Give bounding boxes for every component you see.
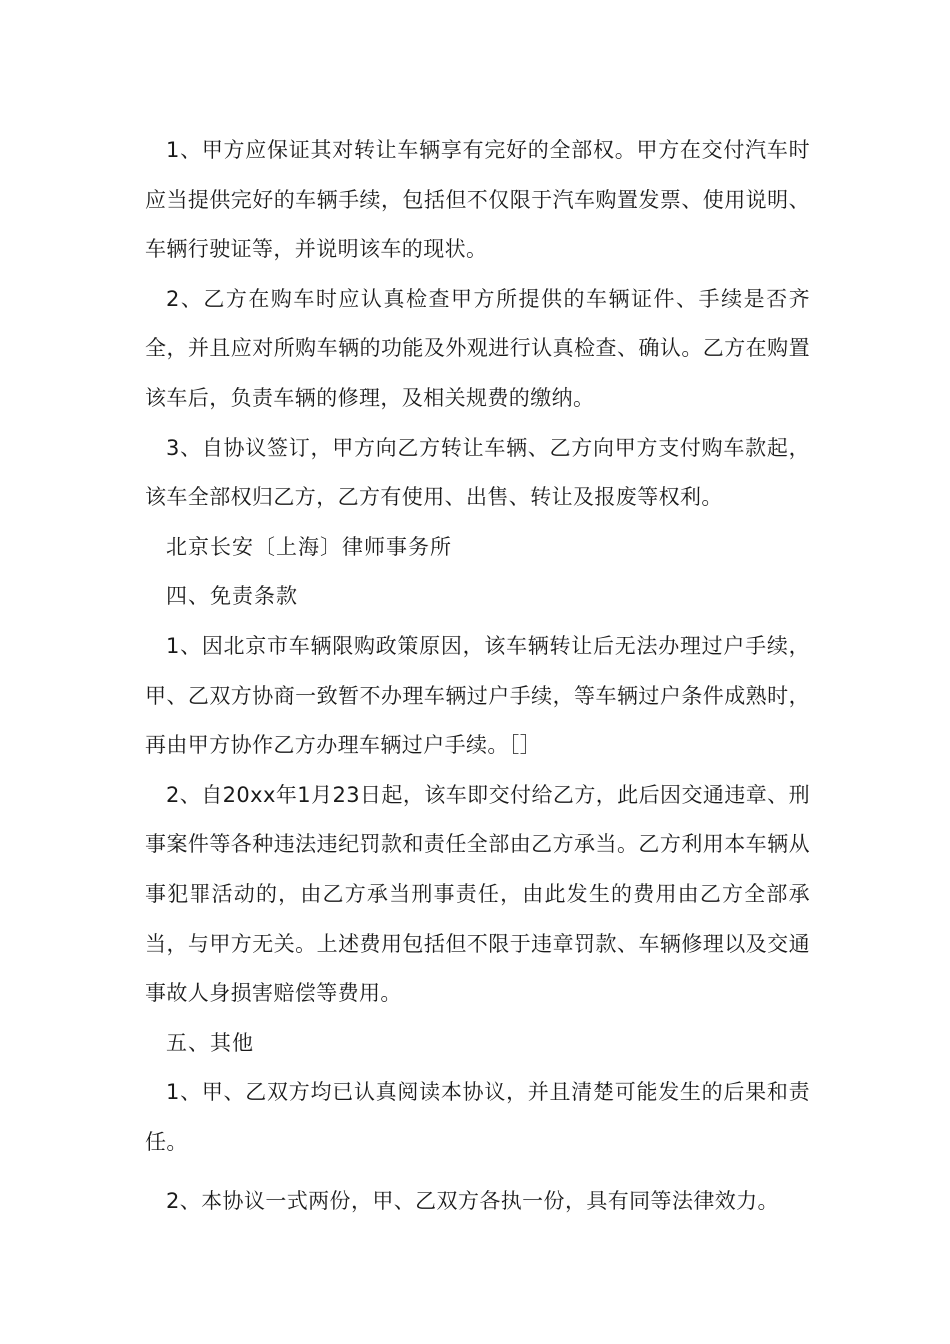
document-body bbox=[145, 126, 810, 1227]
clause-paragraph: 1、甲、乙双方均已认真阅读本协议，并且清楚可能发生的后果和责任。 bbox=[145, 1080, 810, 1154]
clause-paragraph: 2、乙方在购车时应认真检查甲方所提供的车辆证件、手续是否齐全，并且应对所购车辆的功能及外观进行认真检查、确认。乙方在购置该车后，负责车辆的修理，及相关规费的缴纳。 bbox=[145, 286, 810, 410]
clause-paragraph: 2、本协议一式两份，甲、乙双方各执一份，具有同等法律效力。 bbox=[166, 1189, 779, 1214]
clause-paragraph: 2、自20xx年1月23日起，该车即交付给乙方，此后因交通违章、刑事案件等各种违法违纪罚款和责任全部由乙方承当。乙方利用本车辆从事犯罪活动的，由乙方承当刑事责任，由此发生的费用由乙方全部承当，与甲方无关。上述费用包括但不限于违章罚款、车辆修理以及交通事故人身损害赔偿等费用。 bbox=[145, 782, 810, 1006]
clause-paragraph: 3、自协议签订，甲方向乙方转让车辆、乙方向甲方支付购车款起，该车全部权归乙方，乙方有使用、出售、转让及报废等权利。 bbox=[145, 435, 810, 510]
clause-paragraph: 1、甲方应保证其对转让车辆享有完好的全部权。甲方在交付汽车时应当提供完好的车辆手续，包括但不仅限于汽车购置发票、使用说明、车辆行驶证等，并说明该车的现状。 bbox=[145, 138, 810, 262]
section-heading-other: 五、其他 bbox=[166, 1030, 254, 1055]
law-firm-name: 北京长安〔上海〕律师事务所 bbox=[166, 534, 452, 559]
clause-paragraph: 1、因北京市车辆限购政策原因，该车辆转让后无法办理过户手续，甲、乙双方协商一致暂不办理车辆过户手续，等车辆过户条件成熟时，再由甲方协作乙方办理车辆过户手续。［］ bbox=[145, 633, 810, 758]
section-heading-disclaimer: 四、免责条款 bbox=[166, 584, 298, 609]
